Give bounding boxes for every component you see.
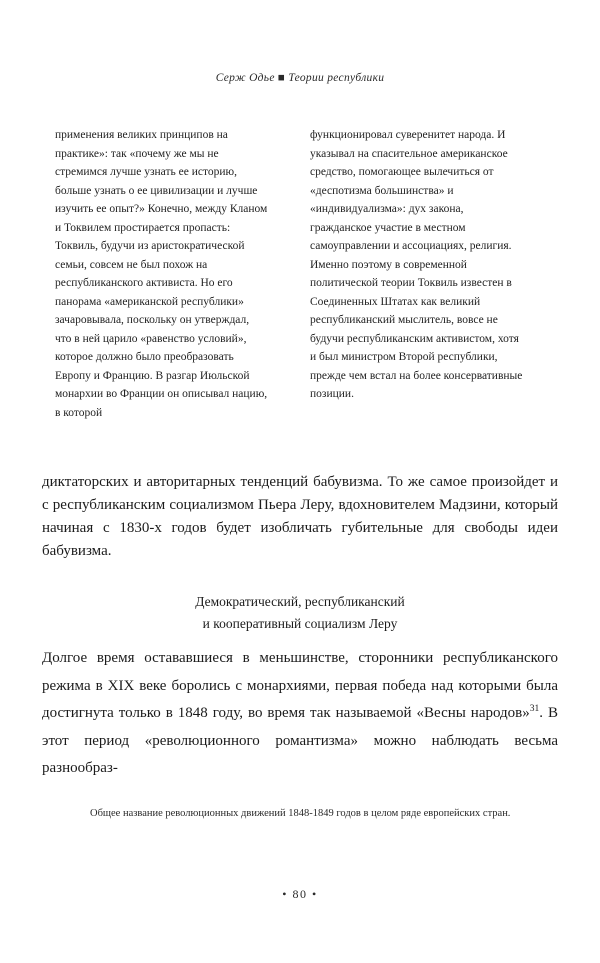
body-paragraph-2	[42, 645, 558, 783]
section-heading	[0, 591, 600, 635]
body-paragraph-1: диктаторских и авторитарных тенденций бабувизма. То же самое произойдет и с республиканским социализмом Пьера Леру, вдохновителем Мадзини, который начиная с 1830-х годов будет изобличать губительные для свободы идеи бабувизма.	[42, 474, 558, 559]
section-heading-line-2: и кооперативный социализм Леру	[202, 616, 398, 631]
two-column-block	[55, 126, 523, 422]
footnote-text: Общее название революционных движений 1848-1849 годов в целом ряде европейских стран.	[90, 808, 511, 819]
column-right: функционировал суверенитет народа. И указывал на спасительное американское средство, помогающее вылечиться от «деспотизма большинства» и «индивидуализма»: дух закона, гражданское участие в местном самоуправлении и ассоциациях, религия. Именно поэтому в современной политической теории Токвиль известен в Соединенных Штатах как великий республиканский мыслитель, вовсе не будучи республиканским активистом, хотя и был министром Второй республики, прежде чем встал на более консервативные позиции.	[310, 129, 523, 400]
footnote-reference: 31	[529, 704, 540, 714]
running-header: Серж Одье ■ Теории республики	[215, 72, 385, 84]
page-number: • 80 •	[282, 887, 318, 901]
section-heading-line-1: Демократический, республиканский	[195, 594, 405, 609]
column-left: применения великих принципов на практике»: так «почему же мы не стремимся лучше узнать ее историю, больше узнать о ее цивилизации и лучше изучить ее опыт?» Конечно, между Кланом и Токвилем простирается пропасть: Токвиль, будучи из аристократической семьи, совсем не был похож на республиканского активиста. Но его панорама «американской республики» зачаровывала, поскольку он утверждал, что в ней царило «равенство условий», которое должно было преобразовать Европу и Францию. В разгар Июльской монархии во Франции он описывал нацию, в которой	[55, 129, 268, 419]
paragraph-2-text-continued: . В этот период «революционного романтизма» можно наблюдать весьма разнообраз-	[42, 705, 558, 776]
paragraph-2-text: Долгое время остававшиеся в меньшинстве, сторонники республиканского режима в XIX веке боролись с монархиями, первая победа над которыми была достигнута только в 1848 году, во время так называемой «Весны народов»	[42, 650, 558, 721]
